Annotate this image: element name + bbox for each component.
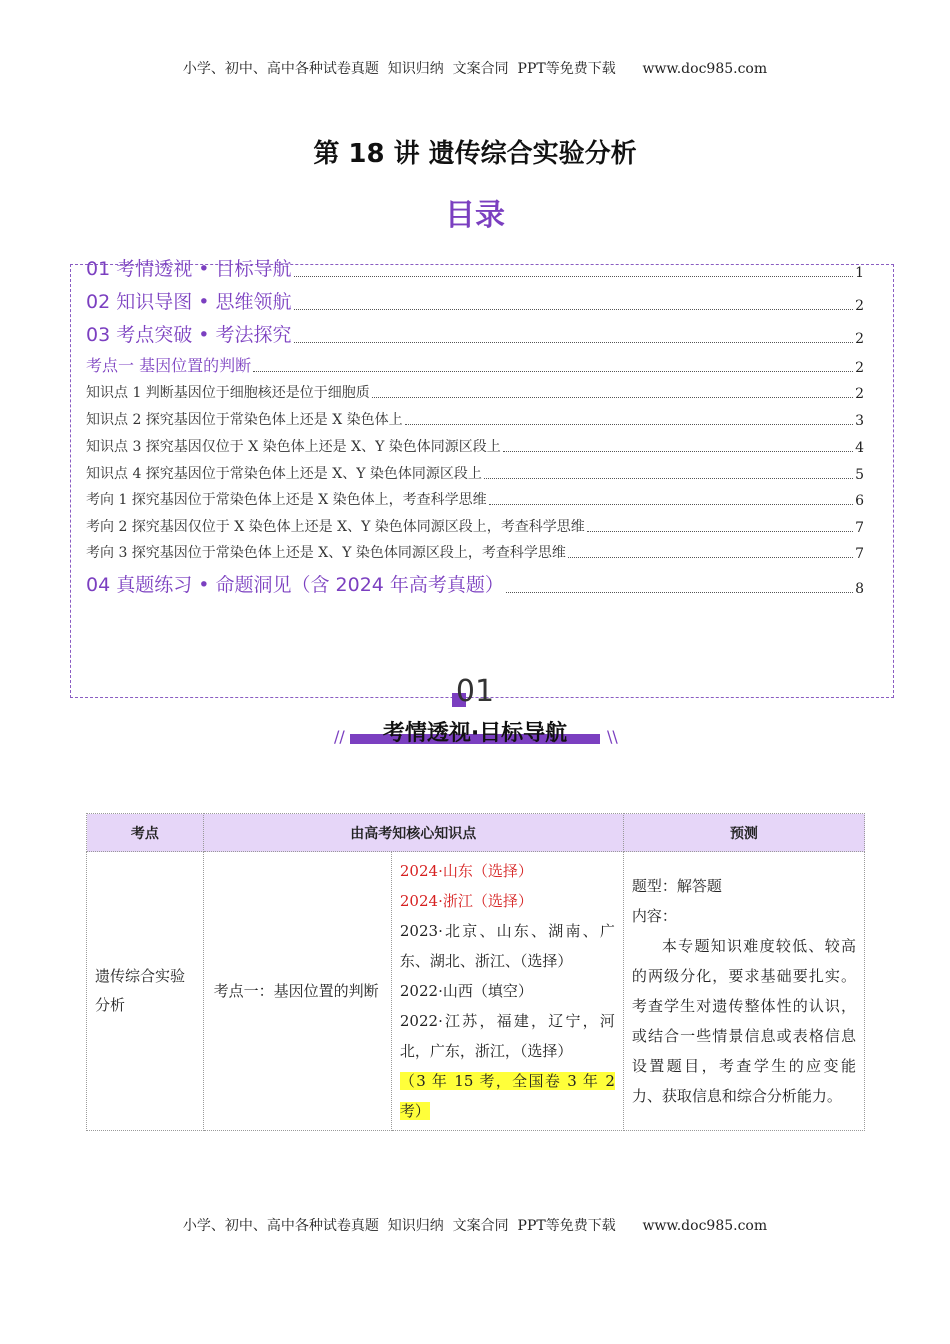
toc-entry[interactable]: 考点一 基因位置的判断 2 [86, 356, 864, 376]
exam-entry: 2023·北京、山东、湖南、广东、湖北、浙江、（选择） [399, 922, 615, 970]
toc-entry[interactable]: 02 知识导图 • 思维领航 2 [86, 291, 864, 314]
toc-entry[interactable]: 考向 2 探究基因仅位于 X 染色体上还是 X、Y 染色体同源区段上，考查科学思维 7 [86, 519, 864, 536]
exam-entry: 2022·江苏，福建，辽宁，河北，广东，浙江，（选择） [399, 1012, 615, 1060]
toc-entry[interactable]: 考向 3 探究基因位于常染色体上还是 X、Y 染色体同源区段上，考查科学思维 7 [86, 545, 864, 562]
knowledge-cell: 考点一：基因位置的判断 [203, 852, 391, 1131]
section-banner [350, 716, 600, 746]
slash-decoration: // [334, 727, 345, 746]
table-row [87, 852, 865, 1131]
exam-summary-highlight: （3 年 15 考，全国卷 3 年 2 考） [399, 1072, 615, 1120]
toc-entry[interactable]: 知识点 2 探究基因位于常染色体上还是 X 染色体上 3 [86, 412, 864, 429]
toc-heading: 目录 [445, 198, 505, 233]
toc-entry[interactable]: 知识点 1 判断基因位于细胞核还是位于细胞质 2 [86, 385, 864, 402]
page-header: 小学、初中、高中各种试卷真题 知识归纳 文案合同 PPT等免费下载 www.doc985.com [182, 61, 768, 77]
toc-entry[interactable]: 知识点 3 探究基因仅位于 X 染色体上还是 X、Y 染色体同源区段上 4 [86, 439, 864, 456]
slash-decoration: \\ [607, 727, 618, 746]
table-header-cell: 预测 [623, 814, 864, 852]
section-number: 01 [455, 674, 495, 709]
prediction-content: 本专题知识难度较低、较高的两级分化，要求基础要扎实。考查学生对遗传整体性的认识，或结合一些情景信息或表格信息设置题目，考查学生的应变能力、获取信息和综合分析能力。 [631, 937, 856, 1105]
table-header-row [87, 814, 865, 852]
topic-cell: 遗传综合实验分析 [87, 852, 204, 1131]
prediction-cell [623, 852, 864, 1131]
section-title: 考情透视·目标导航 [382, 721, 568, 746]
exam-entry: 2022·山西（填空） [399, 982, 533, 1000]
table-header-cell: 考点 [87, 814, 204, 852]
toc-entry[interactable]: 知识点 4 探究基因位于常染色体上还是 X、Y 染色体同源区段上 5 [86, 466, 864, 483]
page-footer: 小学、初中、高中各种试卷真题 知识归纳 文案合同 PPT等免费下载 www.doc985.com [182, 1218, 768, 1234]
toc-entry[interactable]: 04 真题练习 • 命题洞见（含 2024 年高考真题） 8 [86, 574, 864, 597]
prediction-type: 题型：解答题 [631, 877, 722, 895]
exam-analysis-table [86, 813, 865, 1131]
toc-entry[interactable]: 03 考点突破 • 考法探究 2 [86, 324, 864, 347]
toc-entry[interactable]: 考向 1 探究基因位于常染色体上还是 X 染色体上，考查科学思维 6 [86, 492, 864, 509]
toc-entry[interactable]: 01 考情透视 • 目标导航 1 [86, 258, 864, 281]
prediction-content-label: 内容： [631, 907, 677, 925]
exams-cell [391, 852, 623, 1131]
exam-entry-red: 2024·山东（选择） [399, 862, 533, 880]
table-header-cell: 由高考知核心知识点 [203, 814, 623, 852]
page-title: 第 18 讲 遗传综合实验分析 [313, 139, 637, 169]
exam-entry-red: 2024·浙江（选择） [399, 892, 533, 910]
